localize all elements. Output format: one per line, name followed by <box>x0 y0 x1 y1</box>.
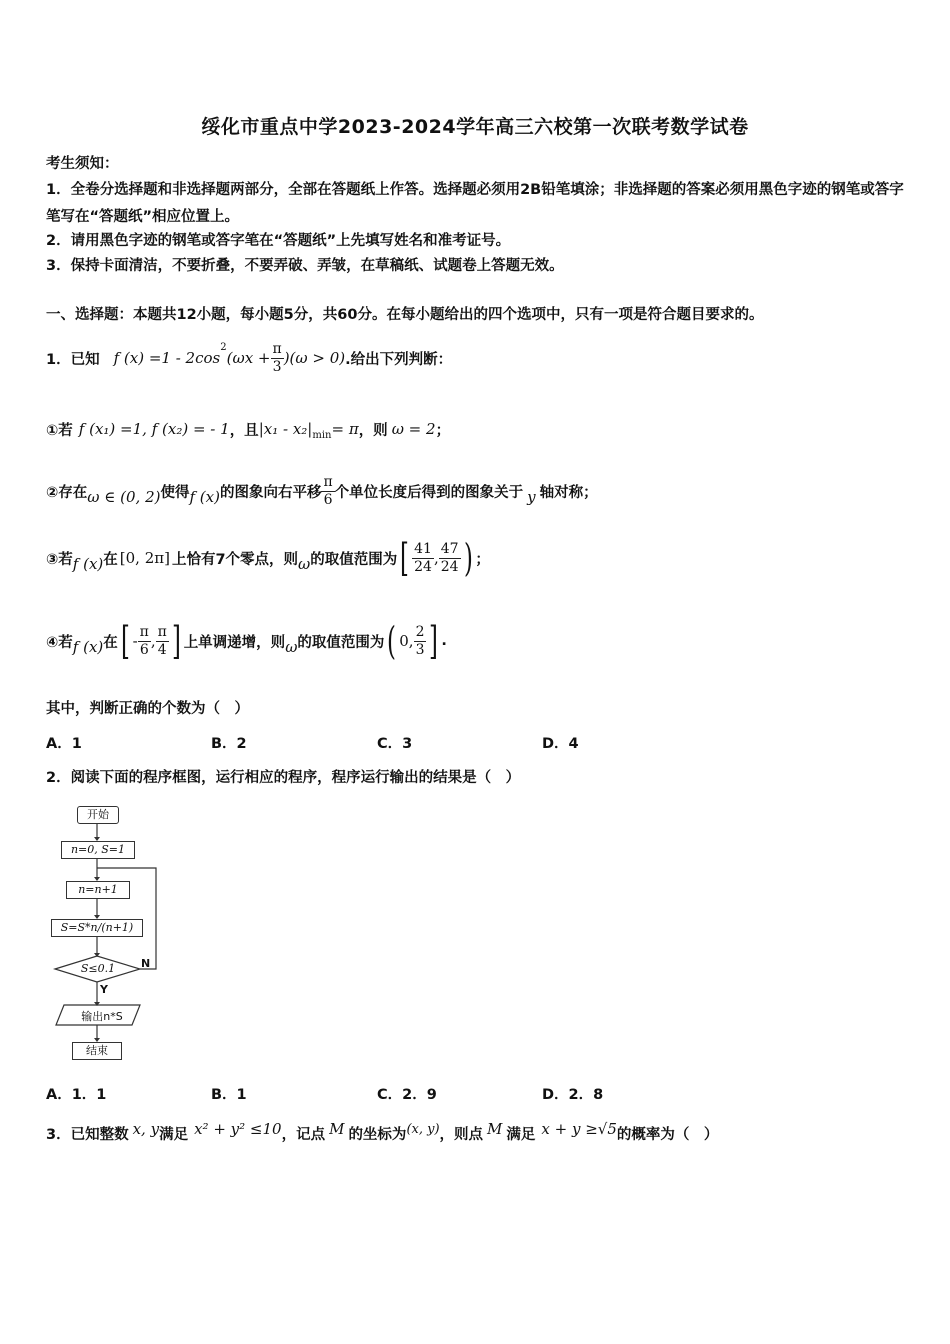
q3-condition: x + y ≥√5 <box>541 1120 617 1138</box>
q1-formula-a: f (x) =1 - 2cos <box>113 349 221 367</box>
s4-pre: ④若 <box>46 634 73 651</box>
q1-frac-den: 3 <box>272 358 282 375</box>
s1-mid: ，且 <box>229 422 259 439</box>
s2-fraction <box>321 474 334 509</box>
s2-f: f (x) <box>189 488 220 506</box>
s4-d3: 3 <box>415 641 425 658</box>
flowchart-end: 结束 <box>72 1042 122 1060</box>
s1-abs: |x₁ - x₂| <box>258 420 313 438</box>
s3-d1: 24 <box>414 558 432 575</box>
s1-pre: ①若 <box>46 422 73 439</box>
q2-option-d[interactable]: D．2．8 <box>542 1087 604 1103</box>
q1-formula-c: )(ω > 0) <box>283 349 346 367</box>
q1-tail: .给出下列判断： <box>345 351 453 368</box>
flowchart-start: 开始 <box>77 806 119 824</box>
s3-n2: 47 <box>440 540 459 557</box>
q1-fraction <box>271 341 284 376</box>
q3-lead: 3．已知整数 <box>46 1126 129 1143</box>
flowchart-init: n=0, S=1 <box>61 841 135 859</box>
s3-a: 在 <box>103 551 118 568</box>
q1-formula-sup: 2 <box>220 342 227 353</box>
s2-b: 的图象向右平移 <box>219 484 322 501</box>
q3-M: M <box>329 1120 345 1138</box>
s1-eq: = π <box>331 420 359 438</box>
flowchart-no-label: N <box>141 957 151 970</box>
s4-b: 上单调递增，则 <box>183 634 286 651</box>
flowchart-output: 输出n*S <box>81 1010 123 1023</box>
flowchart-step: n=n+1 <box>66 881 130 899</box>
q3-e: 满足 <box>506 1126 536 1143</box>
notice-item-3: 3．保持卡面清洁，不要折叠，不要弄破、弄皱，在草稿纸、试题卷上答题无效。 <box>46 258 564 274</box>
s1-end: ； <box>435 422 451 439</box>
s4-d1: 6 <box>139 641 149 658</box>
s3-n1: 41 <box>414 540 432 557</box>
page-title: 绥化市重点中学2023-2024学年高三六校第一次联考数学试卷 <box>201 116 749 138</box>
s4-d2: 4 <box>157 641 167 658</box>
notice-heading: 考生须知： <box>46 156 119 172</box>
s4-frac-1 <box>138 624 151 659</box>
s2-pre: ②存在 <box>46 484 88 501</box>
q1-option-d[interactable]: D．4 <box>542 736 579 752</box>
s4-frac-2 <box>156 624 169 659</box>
s4-n1: π <box>139 623 149 640</box>
s1-min: min <box>312 429 332 441</box>
notice-item-2: 2．请用黑色字迹的钢笔或答字笔在“答题纸”上先填写姓名和准考证号。 <box>46 233 511 249</box>
flowchart <box>48 800 168 1065</box>
q2-option-a[interactable]: A．1．1 <box>46 1087 107 1103</box>
s2-w: ω ∈ (0, 2) <box>87 488 161 506</box>
q1-statement-2 <box>46 470 598 512</box>
s3-f: f (x) <box>72 555 104 573</box>
s4-c: 的取值范围为 <box>297 634 385 651</box>
q2-option-c[interactable]: C．2．9 <box>377 1087 437 1103</box>
q1-frac-num: π <box>272 340 282 357</box>
notice-item-1: 1．全卷分选择题和非选择题两部分，全部在答题纸上作答。选择题必须用2B铅笔填涂；非选择题的答案必须用黑色字迹的钢笔或答字笔写在“答题纸”相应位置上。 <box>46 182 904 225</box>
q1-statement-1 <box>46 414 450 444</box>
s1-then: ，则 <box>358 422 388 439</box>
s4-a: 在 <box>103 634 118 651</box>
flowchart-update: S=S*n/(n+1) <box>51 919 143 937</box>
s2-a: 使得 <box>160 484 190 501</box>
s2-y: y <box>527 488 536 506</box>
s4-w: ω <box>285 638 298 656</box>
q3-b: ，记点 <box>281 1126 326 1143</box>
q3-stem <box>46 1118 718 1148</box>
s3-d2: 24 <box>440 558 459 575</box>
q1-option-c[interactable]: C．3 <box>377 736 413 752</box>
s2-d: 轴对称； <box>539 484 598 501</box>
s3-w: ω <box>298 555 311 573</box>
q1-question: 其中，判断正确的个数为（ ） <box>46 701 249 717</box>
q3-f: 的概率为（ ） <box>616 1126 719 1143</box>
q3-coord: (x, y) <box>406 1121 440 1137</box>
s3-end: ； <box>475 551 490 568</box>
q1-stem <box>46 338 452 378</box>
q2-stem: 2．阅读下面的程序框图，运行相应的程序，程序运行输出的结果是（ ） <box>46 770 521 786</box>
s1-formula: f (x₁) =1, f (x₂) = - 1 <box>78 420 230 438</box>
s4-n3: 2 <box>415 623 425 640</box>
s1-w: ω = 2 <box>391 420 436 438</box>
section-heading: 一、选择题：本题共12小题，每小题5分，共60分。在每小题给出的四个选项中，只有一项是符合题目要求的。 <box>46 307 764 323</box>
q3-xy: x, y <box>132 1120 160 1138</box>
s3-frac-2 <box>439 541 461 576</box>
q1-statement-4: ④若 f (x) 在 [ - $\frac{\pi}{6}$ , $\frac{\pi}{4}$ ] 上单调递增，则 ω 的取值范围为 ( 0, $\frac{2}{3}$ ] . <box>46 619 447 663</box>
s4-frac-3 <box>414 624 427 659</box>
q3-c: 的坐标为 <box>348 1126 407 1143</box>
flowchart-yes-label: Y <box>100 983 108 996</box>
s3-b: 上恰有7个零点，则 <box>171 551 299 568</box>
q3-d: ，则点 <box>439 1126 484 1143</box>
s4-n2: π <box>157 623 167 640</box>
q2-option-b[interactable]: B．1 <box>211 1087 247 1103</box>
s2-num: π <box>323 473 333 490</box>
q3-inequality: x² + y² ≤10 <box>194 1120 282 1138</box>
s4-f: f (x) <box>72 638 104 656</box>
flowchart-condition: S≤0.1 <box>80 962 116 975</box>
q3-M2: M <box>487 1120 503 1138</box>
s3-frac-1 <box>412 541 434 576</box>
q1-lead: 1．已知 <box>46 351 100 368</box>
s4-zero: 0, <box>399 632 414 650</box>
q3-a: 满足 <box>159 1126 189 1143</box>
s2-c: 个单位长度后得到的图象关于 <box>334 484 524 501</box>
q1-option-b[interactable]: B．2 <box>211 736 247 752</box>
s3-pre: ③若 <box>46 551 73 568</box>
s2-den: 6 <box>323 491 333 508</box>
s3-interval: [0, 2π] <box>119 549 170 567</box>
s3-c: 的取值范围为 <box>310 551 398 568</box>
s4-end: . <box>441 633 447 649</box>
q1-formula-b: (ωx + <box>226 349 271 367</box>
q1-statement-3: ③若 f (x) 在 [0, 2π] 上恰有7个零点，则 ω 的取值范围为 [ $\frac{41}{24}$ , $\frac{47}{24}$ ) ； <box>46 536 490 580</box>
q1-option-a[interactable]: A．1 <box>46 736 82 752</box>
